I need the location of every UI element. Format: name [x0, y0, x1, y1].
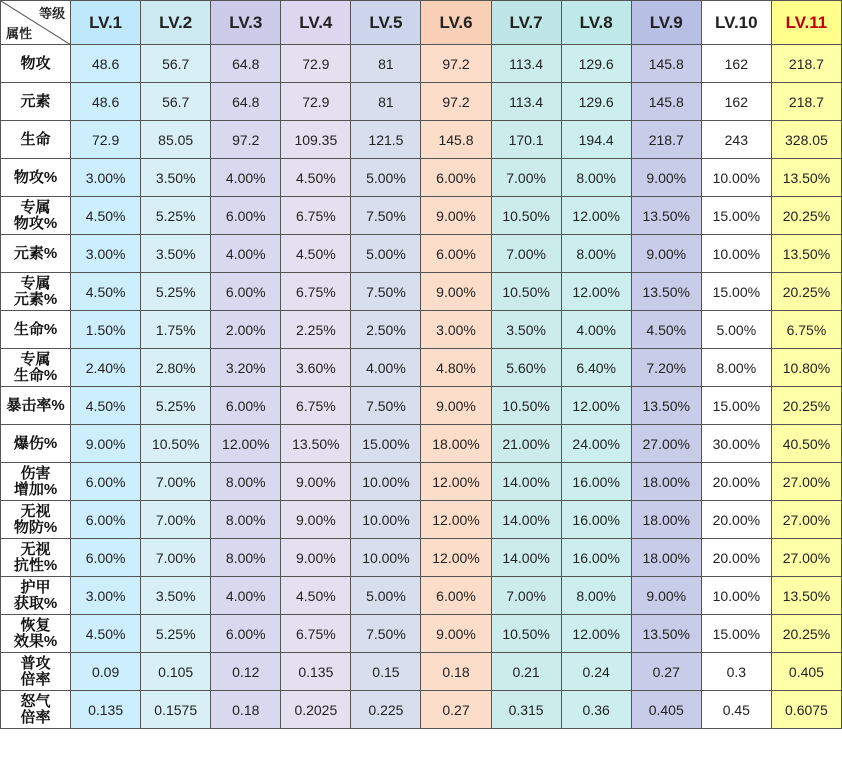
row-label: 无视 物防%: [1, 501, 71, 539]
stat-cell: 7.50%: [351, 197, 421, 235]
stat-cell: 7.00%: [491, 577, 561, 615]
stat-cell: 145.8: [631, 45, 701, 83]
stat-cell: 27.00%: [631, 425, 701, 463]
row-label: 暴击率%: [1, 387, 71, 425]
stat-cell: 113.4: [491, 45, 561, 83]
stat-cell: 0.135: [71, 691, 141, 729]
stat-cell: 3.50%: [141, 159, 211, 197]
table-row: [1, 235, 842, 273]
column-header-lv-5: LV.5: [351, 1, 421, 45]
stat-cell: 56.7: [141, 45, 211, 83]
stat-cell: 6.00%: [211, 197, 281, 235]
stat-cell: 3.50%: [491, 311, 561, 349]
stat-cell: 4.50%: [631, 311, 701, 349]
stat-cell: 3.00%: [421, 311, 491, 349]
stat-cell: 14.00%: [491, 463, 561, 501]
stat-cell: 9.00%: [421, 615, 491, 653]
stat-cell: 162: [701, 45, 771, 83]
stat-cell: 64.8: [211, 45, 281, 83]
stat-cell: 0.18: [421, 653, 491, 691]
stat-cell: 10.00%: [701, 159, 771, 197]
stat-cell: 4.00%: [211, 235, 281, 273]
stat-cell: 7.50%: [351, 615, 421, 653]
stat-cell: 15.00%: [701, 197, 771, 235]
stat-cell: 2.25%: [281, 311, 351, 349]
corner-level-label: 等级: [39, 6, 66, 21]
stat-cell: 0.1575: [141, 691, 211, 729]
stat-cell: 6.00%: [421, 577, 491, 615]
stat-cell: 18.00%: [631, 501, 701, 539]
stat-cell: 27.00%: [771, 501, 841, 539]
column-header-lv-4: LV.4: [281, 1, 351, 45]
stat-cell: 328.05: [771, 121, 841, 159]
stat-cell: 7.00%: [141, 463, 211, 501]
stat-cell: 13.50%: [771, 577, 841, 615]
column-header-lv-8: LV.8: [561, 1, 631, 45]
stat-cell: 194.4: [561, 121, 631, 159]
corner-header-cell: [1, 1, 71, 45]
stat-cell: 64.8: [211, 83, 281, 121]
stat-cell: 20.00%: [701, 501, 771, 539]
table-row: [1, 463, 842, 501]
stat-cell: 145.8: [421, 121, 491, 159]
stat-cell: 218.7: [771, 83, 841, 121]
stat-cell: 0.21: [491, 653, 561, 691]
stat-cell: 0.6075: [771, 691, 841, 729]
table-row: [1, 83, 842, 121]
stat-cell: 24.00%: [561, 425, 631, 463]
row-label: 专属 生命%: [1, 349, 71, 387]
stat-cell: 218.7: [631, 121, 701, 159]
stat-cell: 3.20%: [211, 349, 281, 387]
table-row: [1, 577, 842, 615]
stat-cell: 20.00%: [701, 463, 771, 501]
stat-cell: 4.50%: [281, 235, 351, 273]
stat-cell: 0.405: [631, 691, 701, 729]
column-header-lv-9: LV.9: [631, 1, 701, 45]
stat-cell: 4.50%: [71, 387, 141, 425]
stat-cell: 12.00%: [561, 387, 631, 425]
stat-cell: 1.50%: [71, 311, 141, 349]
stat-cell: 48.6: [71, 83, 141, 121]
stat-cell: 0.405: [771, 653, 841, 691]
stat-cell: 4.00%: [211, 159, 281, 197]
column-header-lv-1: LV.1: [71, 1, 141, 45]
row-label: 元素: [1, 83, 71, 121]
stat-cell: 13.50%: [631, 387, 701, 425]
stat-cell: 170.1: [491, 121, 561, 159]
row-label: 专属 元素%: [1, 273, 71, 311]
row-label: 专属 物攻%: [1, 197, 71, 235]
stat-cell: 4.00%: [211, 577, 281, 615]
stat-cell: 0.15: [351, 653, 421, 691]
stat-cell: 8.00%: [211, 539, 281, 577]
stat-cell: 6.00%: [211, 387, 281, 425]
column-header-lv-6: LV.6: [421, 1, 491, 45]
stat-cell: 18.00%: [421, 425, 491, 463]
stat-cell: 6.00%: [71, 463, 141, 501]
stat-cell: 3.00%: [71, 159, 141, 197]
table-row: [1, 425, 842, 463]
stat-cell: 113.4: [491, 83, 561, 121]
stat-cell: 7.00%: [141, 539, 211, 577]
stat-cell: 2.80%: [141, 349, 211, 387]
row-label: 护甲 获取%: [1, 577, 71, 615]
stat-cell: 9.00%: [631, 159, 701, 197]
stat-cell: 0.225: [351, 691, 421, 729]
stat-cell: 7.00%: [141, 501, 211, 539]
stat-cell: 27.00%: [771, 463, 841, 501]
stat-cell: 2.40%: [71, 349, 141, 387]
stat-cell: 13.50%: [631, 615, 701, 653]
stat-cell: 13.50%: [631, 197, 701, 235]
stat-cell: 5.00%: [351, 235, 421, 273]
stat-cell: 10.50%: [141, 425, 211, 463]
stat-cell: 7.50%: [351, 387, 421, 425]
stat-cell: 10.00%: [701, 577, 771, 615]
table-row: [1, 121, 842, 159]
stat-cell: 121.5: [351, 121, 421, 159]
stat-cell: 6.00%: [71, 539, 141, 577]
stat-cell: 4.80%: [421, 349, 491, 387]
stat-cell: 12.00%: [421, 501, 491, 539]
stat-cell: 0.36: [561, 691, 631, 729]
stat-cell: 81: [351, 83, 421, 121]
stat-cell: 8.00%: [561, 235, 631, 273]
stat-cell: 5.00%: [701, 311, 771, 349]
table-row: [1, 653, 842, 691]
stat-cell: 145.8: [631, 83, 701, 121]
stat-cell: 4.50%: [281, 159, 351, 197]
table-header-row: [1, 1, 842, 45]
row-label: 物攻%: [1, 159, 71, 197]
stat-cell: 1.75%: [141, 311, 211, 349]
column-header-lv-3: LV.3: [211, 1, 281, 45]
stat-cell: 16.00%: [561, 501, 631, 539]
stat-cell: 97.2: [211, 121, 281, 159]
stat-cell: 18.00%: [631, 463, 701, 501]
table-row: [1, 311, 842, 349]
stat-cell: 8.00%: [561, 159, 631, 197]
stat-cell: 27.00%: [771, 539, 841, 577]
table-row: [1, 691, 842, 729]
table-row: [1, 349, 842, 387]
stat-cell: 18.00%: [631, 539, 701, 577]
stat-cell: 5.25%: [141, 615, 211, 653]
stat-cell: 5.00%: [351, 159, 421, 197]
stat-cell: 0.2025: [281, 691, 351, 729]
stat-cell: 85.05: [141, 121, 211, 159]
stat-cell: 10.50%: [491, 615, 561, 653]
table-row: [1, 539, 842, 577]
stat-cell: 8.00%: [561, 577, 631, 615]
stat-cell: 14.00%: [491, 539, 561, 577]
stat-cell: 6.00%: [421, 159, 491, 197]
stat-cell: 16.00%: [561, 463, 631, 501]
stat-cell: 12.00%: [421, 463, 491, 501]
stat-cell: 129.6: [561, 83, 631, 121]
stat-cell: 3.50%: [141, 235, 211, 273]
stat-cell: 109.35: [281, 121, 351, 159]
row-label: 恢复 效果%: [1, 615, 71, 653]
stat-cell: 20.00%: [701, 539, 771, 577]
table-row: [1, 273, 842, 311]
stat-cell: 6.00%: [71, 501, 141, 539]
stat-cell: 0.27: [421, 691, 491, 729]
stat-cell: 10.00%: [701, 235, 771, 273]
column-header-lv-10: LV.10: [701, 1, 771, 45]
stat-cell: 97.2: [421, 83, 491, 121]
stat-cell: 10.50%: [491, 273, 561, 311]
stat-cell: 15.00%: [701, 273, 771, 311]
stat-cell: 9.00%: [631, 235, 701, 273]
table-row: [1, 615, 842, 653]
stat-cell: 6.75%: [281, 615, 351, 653]
stat-cell: 14.00%: [491, 501, 561, 539]
row-label: 怒气 倍率: [1, 691, 71, 729]
stat-cell: 20.25%: [771, 387, 841, 425]
stat-cell: 3.00%: [71, 577, 141, 615]
stat-cell: 2.50%: [351, 311, 421, 349]
stat-cell: 30.00%: [701, 425, 771, 463]
stat-cell: 2.00%: [211, 311, 281, 349]
stat-cell: 4.50%: [71, 273, 141, 311]
stat-cell: 15.00%: [701, 387, 771, 425]
row-label: 元素%: [1, 235, 71, 273]
stat-cell: 72.9: [281, 83, 351, 121]
row-label: 爆伤%: [1, 425, 71, 463]
stat-cell: 15.00%: [701, 615, 771, 653]
stat-cell: 9.00%: [281, 539, 351, 577]
stat-cell: 6.00%: [211, 615, 281, 653]
stat-cell: 21.00%: [491, 425, 561, 463]
stat-cell: 243: [701, 121, 771, 159]
stat-cell: 10.00%: [351, 501, 421, 539]
stat-cell: 9.00%: [281, 463, 351, 501]
stat-cell: 20.25%: [771, 273, 841, 311]
stat-cell: 6.40%: [561, 349, 631, 387]
stat-cell: 13.50%: [771, 235, 841, 273]
stat-cell: 12.00%: [561, 273, 631, 311]
stat-cell: 3.60%: [281, 349, 351, 387]
stat-cell: 0.24: [561, 653, 631, 691]
stat-cell: 7.20%: [631, 349, 701, 387]
stat-cell: 6.75%: [281, 197, 351, 235]
stat-cell: 5.25%: [141, 197, 211, 235]
stat-cell: 10.80%: [771, 349, 841, 387]
stat-cell: 15.00%: [351, 425, 421, 463]
stat-cell: 3.50%: [141, 577, 211, 615]
stat-cell: 3.00%: [71, 235, 141, 273]
stat-cell: 8.00%: [701, 349, 771, 387]
stat-cell: 13.50%: [631, 273, 701, 311]
stat-cell: 9.00%: [421, 387, 491, 425]
stat-cell: 4.50%: [71, 197, 141, 235]
stat-cell: 8.00%: [211, 463, 281, 501]
row-label: 生命: [1, 121, 71, 159]
stat-cell: 6.00%: [421, 235, 491, 273]
stat-cell: 4.00%: [351, 349, 421, 387]
stat-cell: 56.7: [141, 83, 211, 121]
table-row: [1, 197, 842, 235]
stat-cell: 0.315: [491, 691, 561, 729]
stat-cell: 72.9: [281, 45, 351, 83]
stat-cell: 10.50%: [491, 197, 561, 235]
row-label: 普攻 倍率: [1, 653, 71, 691]
stat-cell: 4.50%: [281, 577, 351, 615]
stat-cell: 6.75%: [281, 387, 351, 425]
stat-cell: 0.27: [631, 653, 701, 691]
stat-cell: 7.50%: [351, 273, 421, 311]
stat-cell: 5.00%: [351, 577, 421, 615]
stat-cell: 218.7: [771, 45, 841, 83]
stat-cell: 10.00%: [351, 539, 421, 577]
stat-cell: 6.75%: [771, 311, 841, 349]
stat-cell: 81: [351, 45, 421, 83]
stat-cell: 0.105: [141, 653, 211, 691]
stat-cell: 5.25%: [141, 273, 211, 311]
row-label: 生命%: [1, 311, 71, 349]
stat-cell: 48.6: [71, 45, 141, 83]
stat-cell: 40.50%: [771, 425, 841, 463]
stat-cell: 5.25%: [141, 387, 211, 425]
table-row: [1, 387, 842, 425]
stat-cell: 72.9: [71, 121, 141, 159]
stat-cell: 10.50%: [491, 387, 561, 425]
stat-cell: 12.00%: [561, 615, 631, 653]
column-header-lv-2: LV.2: [141, 1, 211, 45]
stat-cell: 0.12: [211, 653, 281, 691]
stat-cell: 6.75%: [281, 273, 351, 311]
stat-cell: 7.00%: [491, 159, 561, 197]
table-row: [1, 45, 842, 83]
stat-cell: 0.45: [701, 691, 771, 729]
stat-cell: 0.18: [211, 691, 281, 729]
table-row: [1, 159, 842, 197]
stat-cell: 7.00%: [491, 235, 561, 273]
corner-attr-label: 属性: [6, 26, 33, 41]
stat-cell: 13.50%: [771, 159, 841, 197]
stat-cell: 6.00%: [211, 273, 281, 311]
stat-cell: 0.3: [701, 653, 771, 691]
stat-cell: 5.60%: [491, 349, 561, 387]
stat-cell: 0.09: [71, 653, 141, 691]
stat-cell: 9.00%: [631, 577, 701, 615]
stat-cell: 20.25%: [771, 197, 841, 235]
stat-cell: 97.2: [421, 45, 491, 83]
stat-cell: 9.00%: [71, 425, 141, 463]
row-label: 无视 抗性%: [1, 539, 71, 577]
stat-cell: 20.25%: [771, 615, 841, 653]
stat-cell: 10.00%: [351, 463, 421, 501]
stat-cell: 8.00%: [211, 501, 281, 539]
stat-cell: 13.50%: [281, 425, 351, 463]
stat-cell: 12.00%: [211, 425, 281, 463]
column-header-lv-7: LV.7: [491, 1, 561, 45]
column-header-lv-11: LV.11: [771, 1, 841, 45]
table-row: [1, 501, 842, 539]
stat-cell: 0.135: [281, 653, 351, 691]
stat-cell: 9.00%: [281, 501, 351, 539]
stat-cell: 9.00%: [421, 273, 491, 311]
stat-cell: 9.00%: [421, 197, 491, 235]
stat-cell: 162: [701, 83, 771, 121]
stat-cell: 12.00%: [561, 197, 631, 235]
row-label: 物攻: [1, 45, 71, 83]
stat-cell: 4.00%: [561, 311, 631, 349]
stat-cell: 129.6: [561, 45, 631, 83]
stat-cell: 12.00%: [421, 539, 491, 577]
stat-cell: 16.00%: [561, 539, 631, 577]
stat-cell: 4.50%: [71, 615, 141, 653]
row-label: 伤害 增加%: [1, 463, 71, 501]
